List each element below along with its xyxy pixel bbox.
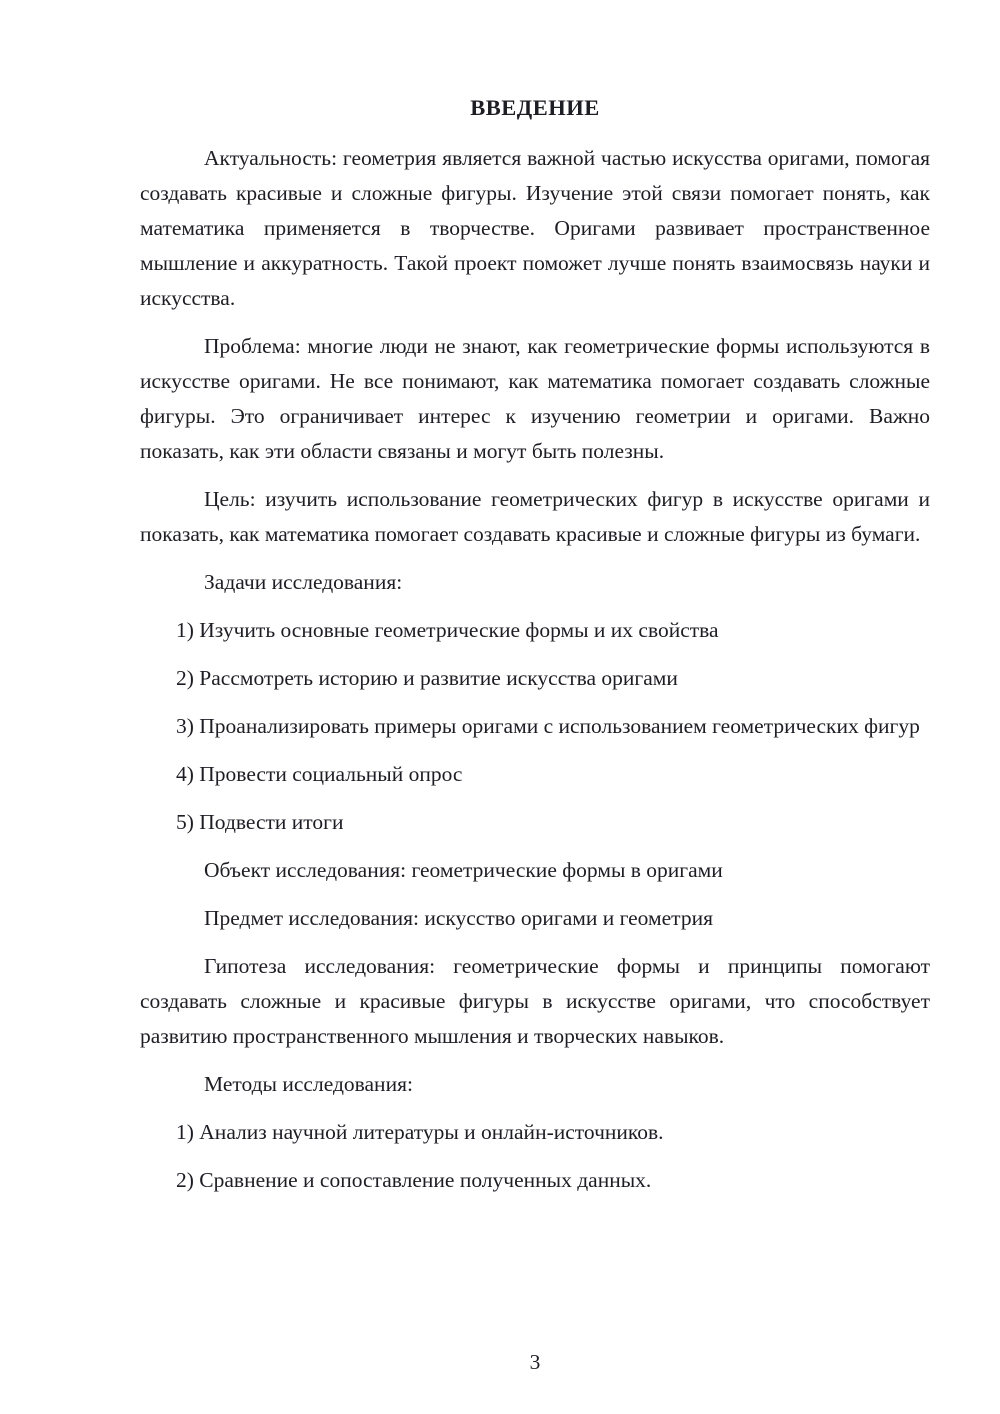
paragraph-methods-heading: Методы исследования: bbox=[204, 1072, 413, 1096]
task-item-5: 5) Подвести итоги bbox=[176, 810, 344, 834]
method-item-2: 2) Сравнение и сопоставление полученных данных. bbox=[176, 1168, 652, 1192]
paragraph-tasks-heading: Задачи исследования: bbox=[204, 570, 403, 594]
paragraph-hypothesis: Гипотеза исследования: геометрические формы и принципы помогают создавать сложные и красивые фигуры в искусстве оригами, что способствует развитию пространственного мышления и творческих навыков. bbox=[140, 954, 930, 1048]
paragraph-relevance: Актуальность: геометрия является важной частью искусства оригами, помогая создавать красивые и сложные фигуры. Изучение этой связи помогает понять, как математика применяется в творчестве. Оригами развивает пространственное мышление и аккуратность. Такой проект поможет лучше понять взаимосвязь науки и искусства. bbox=[140, 146, 930, 310]
paragraph-problem: Проблема: многие люди не знают, как геометрические формы используются в искусстве оригами. Не все понимают, как математика помогает создавать сложные фигуры. Это ограничивает интерес к изучению геометрии и оригами. Важно показать, как эти области связаны и могут быть полезны. bbox=[140, 334, 930, 463]
task-item-1: 1) Изучить основные геометрические формы и их свойства bbox=[176, 618, 719, 642]
paragraph-goal: Цель: изучить использование геометрических фигур в искусстве оригами и показать, как математика помогает создавать красивые и сложные фигуры из бумаги. bbox=[140, 487, 930, 546]
method-item-1: 1) Анализ научной литературы и онлайн-источников. bbox=[176, 1120, 664, 1144]
task-item-4: 4) Провести социальный опрос bbox=[176, 762, 463, 786]
task-item-2: 2) Рассмотреть историю и развитие искусства оригами bbox=[176, 666, 678, 690]
page-number: 3 bbox=[529, 1350, 541, 1374]
paragraph-object: Объект исследования: геометрические формы в оригами bbox=[204, 858, 723, 882]
document-title: ВВЕДЕНИЕ bbox=[470, 95, 600, 120]
task-item-3: 3) Проанализировать примеры оригами с использованием геометрических фигур bbox=[176, 714, 920, 738]
paragraph-subject: Предмет исследования: искусство оригами и геометрия bbox=[204, 906, 713, 930]
